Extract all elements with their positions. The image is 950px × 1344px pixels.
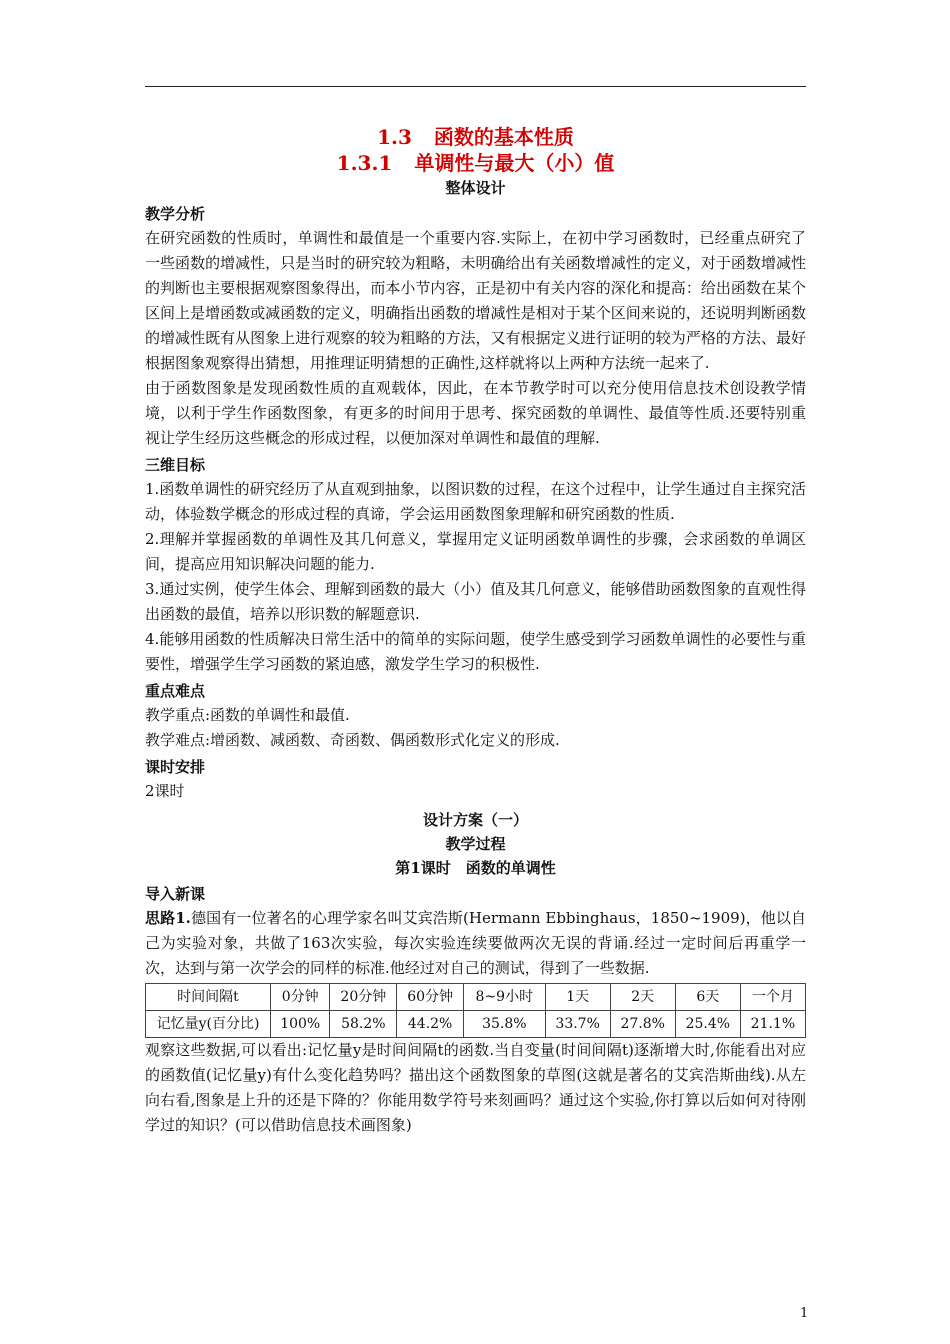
plan-title: 设计方案（一）: [422, 811, 528, 829]
table-cell: 44.2%: [397, 1011, 464, 1038]
table-row: [146, 984, 806, 1011]
table-cell: 6天: [675, 984, 740, 1011]
intro-paragraph-1-text: 德国有一位著名的心理学家名叫艾宾浩斯(Hermann Ebbinghaus，1850~1909)，他以自己为实验对象，共做了163次实验，每次实验连续要做两次无误的背诵.经过一定时间后再重学一次，达到与第一次学会的同样的标准.他经过对自己的测试，得到了一些数据.: [145, 909, 806, 977]
analysis-paragraph-1: 在研究函数的性质时，单调性和最值是一个重要内容.实际上，在初中学习函数时，已经重点研究了一些函数的增减性，只是当时的研究较为粗略，未明确给出有关函数增减性的定义，对于函数增减性的判断也主要根据观察图象得出，而本小节内容，正是初中有关内容的深化和提高：给出函数在某个区间上是增函数或减函数的定义，明确指出函数的增减性是相对于某个区间来说的，还说明判断函数的增减性既有从图象上进行观察的较为粗略的方法，又有根据定义进行证明的较为严格的方法、最好根据图象观察得出猜想，用推理证明猜想的正确性,这样就将以上两种方法统一起来了.: [145, 229, 806, 372]
table-row: [146, 1011, 806, 1038]
analysis-paragraph-2: 由于函数图象是发现函数性质的直观载体，因此，在本节教学时可以充分使用信息技术创设教学情境，以利于学生作函数图象，有更多的时间用于思考、探究函数的单调性、最值等性质.还要特别重视让学生经历这些概念的形成过程，以便加深对单调性和最值的理解.: [145, 379, 806, 447]
table-cell: 60分钟: [397, 984, 464, 1011]
section-title: 整体设计: [445, 179, 506, 197]
document-body: [145, 124, 806, 1138]
subtitle-text: 单调性与最大（小）值: [414, 151, 615, 175]
table-header-cell: 记忆量y(百分比): [146, 1011, 271, 1038]
table-cell: 100%: [271, 1011, 330, 1038]
title-text: 函数的基本性质: [433, 125, 574, 149]
document-title: [145, 124, 806, 150]
goal-item-3: 3.通过实例，使学生体会、理解到函数的最大（小）值及其几何意义，能够借助函数图象的直观性得出函数的最值，培养以形识数的解题意识.: [145, 580, 806, 623]
process-title: 教学过程: [445, 835, 506, 853]
goal-item-4: 4.能够用函数的性质解决日常生活中的简单的实际问题，使学生感受到学习函数单调性的必要性与重要性，增强学生学习函数的紧迫感，激发学生学习的积极性.: [145, 630, 806, 673]
header-rule: [145, 86, 806, 87]
table-cell: 一个月: [740, 984, 805, 1011]
subtitle-number: 1.3.1: [336, 151, 393, 175]
table-cell: 20分钟: [330, 984, 397, 1011]
table-cell: 25.4%: [675, 1011, 740, 1038]
table-header-cell: 时间间隔t: [146, 984, 271, 1011]
title-number: 1.3: [377, 125, 412, 149]
table-cell: 1天: [545, 984, 610, 1011]
schedule-value: 2课时: [145, 782, 185, 800]
table-cell: 21.1%: [740, 1011, 805, 1038]
schedule-heading: 课时安排: [145, 758, 206, 776]
teaching-focus: 教学重点:函数的单调性和最值.: [145, 706, 350, 724]
table-cell: 27.8%: [610, 1011, 675, 1038]
table-cell: 0分钟: [271, 984, 330, 1011]
table-cell: 2天: [610, 984, 675, 1011]
table-cell: 8~9小时: [464, 984, 546, 1011]
table-cell: 33.7%: [545, 1011, 610, 1038]
intro-paragraph-1: [145, 906, 806, 981]
goal-item-2: 2.理解并掌握函数的单调性及其几何意义，掌握用定义证明函数单调性的步骤，会求函数的单调区间，提高应用知识解决问题的能力.: [145, 530, 806, 573]
document-subtitle: [145, 150, 806, 176]
keypoints-heading: 重点难点: [145, 682, 206, 700]
intro-heading: 导入新课: [145, 885, 206, 903]
goals-heading: 三维目标: [145, 456, 206, 474]
lesson-title: 第1课时 函数的单调性: [395, 859, 556, 877]
table-cell: 35.8%: [464, 1011, 546, 1038]
goal-item-1: 1.函数单调性的研究经历了从直观到抽象，以图识数的过程，在这个过程中，让学生通过自主探究活动，体验数学概念的形成过程的真谛，学会运用函数图象理解和研究函数的性质.: [145, 480, 806, 523]
memory-table: [145, 983, 806, 1038]
table-cell: 58.2%: [330, 1011, 397, 1038]
intro-paragraph-2: 观察这些数据,可以看出:记忆量y是时间间隔t的函数.当自变量(时间间隔t)逐渐增大时,你能看出对应的函数值(记忆量y)有什么变化趋势吗？描出这个函数图象的草图(这就是著名的艾宾浩斯曲线).从左向右看,图象是上升的还是下降的？你能用数学符号来刻画吗？通过这个实验,你打算以后如何对待刚学过的知识？(可以借助信息技术画图象): [145, 1041, 806, 1134]
page-number: 1: [800, 1306, 809, 1321]
analysis-heading: 教学分析: [145, 205, 206, 223]
idea-label: 思路1.: [145, 909, 191, 927]
teaching-difficulty: 教学难点:增函数、减函数、奇函数、偶函数形式化定义的形成.: [145, 731, 560, 749]
